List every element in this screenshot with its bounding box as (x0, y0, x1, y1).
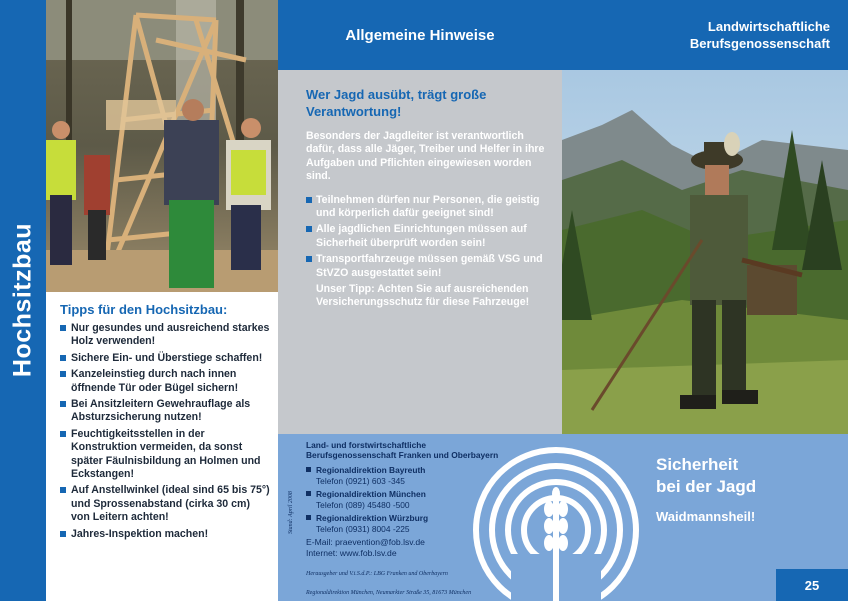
tips-list (60, 322, 270, 541)
contact-internet[interactable]: Internet: www.fob.lsv.de (306, 548, 397, 558)
bullet-square-icon (60, 371, 66, 377)
list-item (60, 398, 270, 425)
region-name: Regionaldirektion Würzburg (316, 513, 429, 523)
tips-heading: Tipps für den Hochsitzbau: (60, 302, 228, 317)
lbg-logo-icon (471, 434, 641, 601)
org-line-2: Berufsgenossenschaft (689, 36, 830, 51)
bullet-square-icon (60, 325, 66, 331)
editor-line-2: Regionaldirektion München, Neumarkter Straße 35, 81673 München (306, 590, 472, 596)
contact-email[interactable]: E-Mail: praevention@fob.lsv.de (306, 537, 425, 547)
requirement-text: Alle jagdlichen Einrichtungen müssen auf Sicherheit überprüft worden sein! (316, 223, 527, 249)
region-phone: Telefon (089) 45480 -500 (316, 499, 410, 510)
bullet-square-icon (306, 256, 312, 262)
list-item (60, 322, 270, 349)
bullet-square-icon (60, 355, 66, 361)
tip-text: Bei Ansitzleitern Gewehrauflage als Absturzsicherung nutzen! (71, 398, 251, 424)
region-name: Regionaldirektion München (316, 489, 426, 499)
editor-line-1: Herausgeber und V.i.S.d.P.: LBG Franken und Oberbayern (306, 571, 448, 577)
tip-text: Nur gesundes und ausreichend starkes Holz verwenden! (71, 322, 270, 348)
bullet-square-icon (60, 531, 66, 537)
bullet-square-icon (306, 491, 311, 496)
slogan-line-2: bei der Jagd (656, 477, 757, 496)
insurance-tip: Unser Tipp: Achten Sie auf ausreichenden Versicherungsschutz für diese Fahrzeuge! (316, 283, 530, 309)
tip-text: Kanzeleinstieg durch nach innen öffnende Tür oder Bügel sichern! (71, 368, 239, 394)
requirement-text: Teilnehmen dürfen nur Personen, die geistig und körperlich dafür geeignet sind! (316, 193, 540, 220)
list-item (60, 428, 270, 482)
slogan-block (656, 454, 756, 528)
requirements-list (306, 194, 546, 280)
slogan-subline: Waidmannsheil! (656, 509, 756, 524)
list-item (306, 223, 546, 250)
sidebar-title: Hochsitzbau (8, 222, 37, 378)
top-header-band (278, 0, 848, 70)
tip-text: Jahres-Inspektion machen! (71, 527, 209, 540)
section-title: Allgemeine Hinweise (345, 26, 495, 44)
list-item (306, 194, 546, 221)
bullet-square-icon (306, 226, 312, 232)
contact-organization: Land- und forstwirtschaftliche Berufsgenossenschaft Franken und Oberbayern (306, 440, 499, 460)
list-item (60, 528, 270, 541)
list-item (60, 484, 270, 524)
tip-text: Feuchtigkeitsstellen in der Konstruktion vermeiden, da sonst später Fäulnisbildung an Holmen und Eckstangen! (71, 427, 261, 481)
tips-box (46, 292, 278, 601)
responsibility-heading: Wer Jagd ausübt, trägt große Verantwortung! (306, 87, 487, 119)
region-phone: Telefon (0921) 603 -345 (316, 475, 405, 486)
region-name: Regionaldirektion Bayreuth (316, 465, 426, 475)
left-sidebar-band (0, 0, 46, 601)
bullet-square-icon (306, 197, 312, 203)
region-phone: Telefon (0931) 8004 -225 (316, 523, 410, 534)
list-item (60, 352, 270, 365)
intro-paragraph: Besonders der Jagdleiter ist verantwortlich dafür, dass alle Jäger, Treiber und Helfer in ihre Aufgaben und Pflichten eingewiesen worden sind. (306, 130, 545, 183)
tip-text: Auf Anstellwinkel (ideal sind 65 bis 75°) und Sprossenabstand (cirka 30 cm) von Leitern achten! (71, 484, 270, 524)
bullet-square-icon (60, 487, 66, 493)
tip-text: Sichere Ein- und Überstiege schaffen! (71, 351, 263, 364)
list-item (60, 368, 270, 395)
bullet-square-icon (306, 467, 311, 472)
bullet-square-icon (60, 431, 66, 437)
organization-name (690, 18, 830, 52)
stand-date: Stand: April 2008 (288, 491, 294, 534)
page-number: 25 (776, 569, 848, 601)
org-line-1: Landwirtschaftliche (707, 19, 830, 34)
list-item (306, 253, 546, 280)
hochsitz-construction-photo (46, 0, 278, 292)
bottom-contact-panel (278, 434, 848, 601)
bullet-square-icon (60, 401, 66, 407)
responsibility-panel (278, 70, 562, 434)
bullet-square-icon (306, 515, 311, 520)
hunter-mountain-photo (562, 70, 848, 434)
requirement-text: Transportfahrzeuge müssen gemäß VSG und StVZO ausgestattet sein! (316, 253, 543, 279)
slogan-line-1: Sicherheit (656, 455, 739, 474)
